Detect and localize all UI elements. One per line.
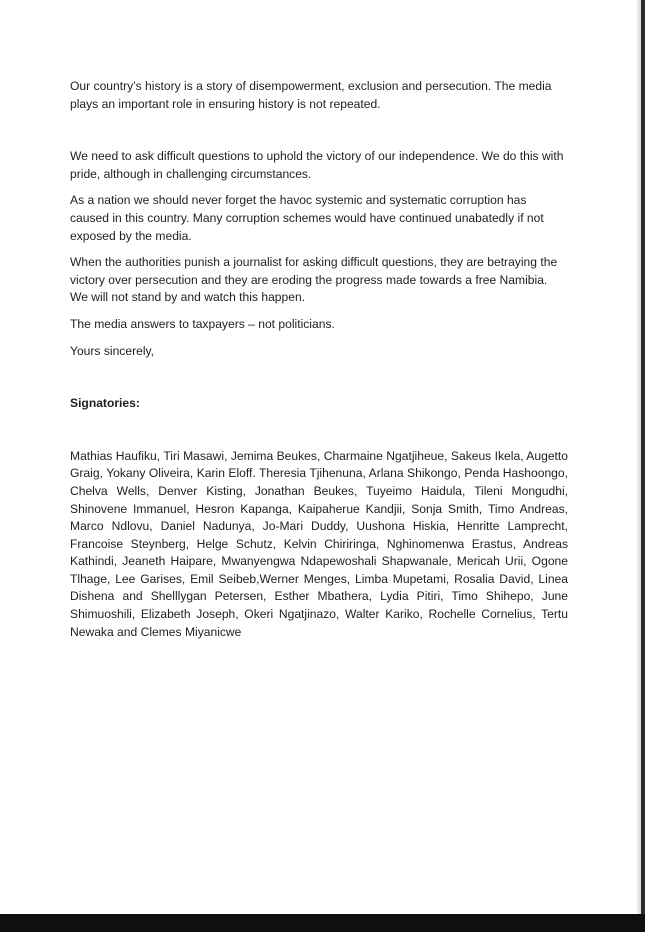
paragraph-authorities: When the authorities punish a journalist for asking difficult questions, they are betraying the victory over persecution and they are eroding the progress made towards a free Namibia. We will not stand by and watch this happen.: [70, 255, 558, 305]
closing-salutation: Yours sincerely,: [70, 343, 155, 358]
signatories-list: Mathias Haufiku, Tiri Masawi, Jemima Beukes, Charmaine Ngatjiheue, Sakeus Ikela, Augetto Graig, Yokany Oliveira, Karin Eloff. Theresia Tjihenuna, Arlana Shikongo, Penda Hashoongo, Chelva Wells, Denver Kisting, Jonathan Beukes, Tuyeimo Haidula, Tileni Mongudhi, Shinovene Immanuel, Hesron Kapanga, Kaipaherue Kandjii, Sonja Smith, Timo Andreas, Marco Ndlovu, Daniel Nadunya, Jo-Mari Duddy, Uushona Hiskia, Henritte Lamprecht, Francoise Steynberg, Helge Schutz, Kelvin Chiriringa, Nghinomenwa Erastus, Andreas Kathindi, Jeaneth Haipare, Mwanyengwa Ndapewoshali Shapwanale, Mericah Urii, Ogone Tlhage, Lee Garises, Emil Seibeb,Werner Menges, Limba Mupetami, Rosalia David, Linea Dishena and Shelllygan Petersen, Esther Mbathera, Lydia Pitiri, Timo Shihepo, June Shimuoshili, Elizabeth Joseph, Okeri Ngatjinazo, Walter Kariko, Rochelle Cornelius, Tertu Newaka and Clemes Miyanicwe: [70, 448, 568, 639]
paragraph-taxpayers: The media answers to taxpayers – not politicians.: [70, 316, 335, 331]
signatories-heading: Signatories:: [70, 396, 140, 411]
paragraph-difficult-questions: We need to ask difficult questions to uphold the victory of our independence. We do this with pride, although in challenging circumstances.: [70, 149, 564, 181]
paragraph-corruption: As a nation we should never forget the havoc systemic and systematic corruption has caused in this country. Many corruption schemes would have continued unabatedly if not exposed by the media.: [70, 193, 544, 243]
bottom-dark-band: [0, 914, 645, 932]
paragraph-history: Our country’s history is a story of disempowerment, exclusion and persecution. The media plays an important role in ensuring history is not repeated.: [70, 79, 552, 111]
letter-body: [70, 78, 568, 641]
page-edge-shadow: [637, 0, 641, 914]
